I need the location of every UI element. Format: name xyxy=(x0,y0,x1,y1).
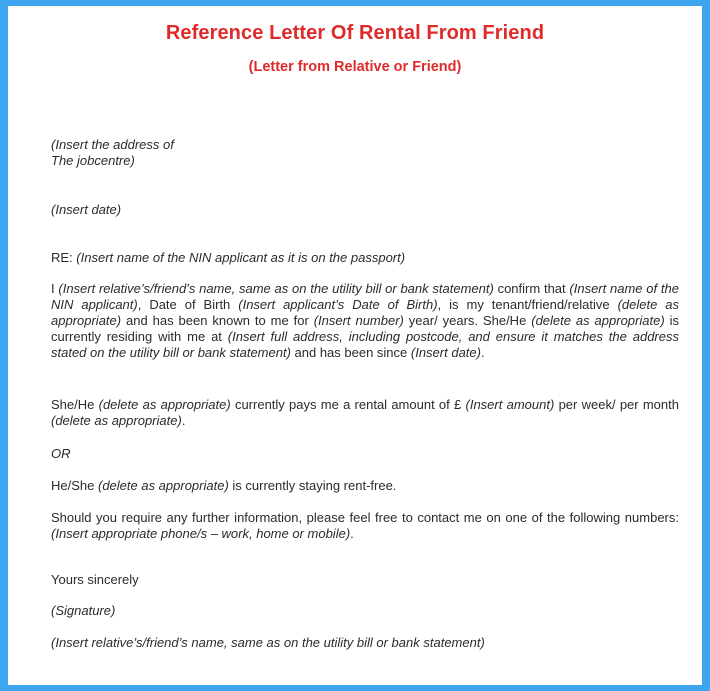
p4-text-1: Should you require any further information, please feel free to contact me on one of the following numbers: xyxy=(51,510,679,525)
p2-placeholder-2: (Insert amount) xyxy=(465,397,555,412)
p1-placeholder-5: (Insert number) xyxy=(313,313,404,328)
letter-subtitle: (Letter from Relative or Friend) xyxy=(248,59,462,75)
date-placeholder: (Insert date) xyxy=(51,202,122,217)
p2-text-3: per week/ per month xyxy=(554,397,679,412)
paragraph-4 xyxy=(51,510,679,542)
p2-text-2: currently pays me a rental amount of £ xyxy=(230,397,466,412)
closing-text: Yours sincerely xyxy=(51,572,139,587)
p1-placeholder-4: (delete as appropriate) xyxy=(51,297,680,328)
address-line-2: The jobcentre) xyxy=(51,153,135,168)
or-line xyxy=(51,446,679,462)
p1-placeholder-3: (Insert applicant’s Date of Birth) xyxy=(238,297,438,312)
p1-text-4: , is my tenant/friend/relative xyxy=(437,297,618,312)
p2-placeholder-3: (delete as appropriate) xyxy=(51,413,182,428)
paragraph-2 xyxy=(51,397,679,429)
signer-name-line xyxy=(51,635,679,651)
p1-text-1: I xyxy=(51,281,59,296)
p4-placeholder-1: (Insert appropriate phone/s – work, home or mobile) xyxy=(51,526,351,541)
date-line xyxy=(51,202,679,218)
re-label: RE: xyxy=(51,250,77,265)
p1-placeholder-1: (Insert relative’s/friend’s name, same as on the utility bill or bank statement) xyxy=(58,281,494,296)
p1-text-2: confirm that xyxy=(493,281,570,296)
closing-line xyxy=(51,572,679,588)
p2-text-1: She/He xyxy=(51,397,99,412)
p1-placeholder-2: (Insert name of the NIN applicant) xyxy=(51,281,679,312)
signature-placeholder: (Signature) xyxy=(51,603,116,618)
letter-title: Reference Letter Of Rental From Friend xyxy=(165,22,545,44)
p2-text-4: . xyxy=(181,413,186,428)
re-line xyxy=(51,250,679,266)
or-text: OR xyxy=(51,446,71,461)
paragraph-1 xyxy=(51,281,679,361)
p1-placeholder-7: (Insert full address, including postcode, and ensure it matches the address stated on the utility bill or bank statement) xyxy=(51,329,679,360)
p1-text-7: is currently residing with me at xyxy=(51,313,679,344)
p3-text-2: is currently staying rent-free. xyxy=(228,478,397,493)
p1-placeholder-8: (Insert date) xyxy=(410,345,481,360)
address-line-1: (Insert the address of xyxy=(51,137,174,152)
p1-text-9: . xyxy=(480,345,485,360)
p1-text-5: and has been known to me for xyxy=(121,313,314,328)
signer-name-placeholder: (Insert relative’s/friend’s name, same as on the utility bill or bank statement) xyxy=(51,635,485,650)
re-placeholder: (Insert name of the NIN applicant as it is on the passport) xyxy=(76,250,406,265)
p3-placeholder-1: (delete as appropriate) xyxy=(97,478,229,493)
letter-page xyxy=(8,6,702,685)
p4-text-2: . xyxy=(350,526,354,541)
p1-text-3: , Date of Birth xyxy=(137,297,239,312)
paragraph-3 xyxy=(51,478,679,494)
signature-line xyxy=(51,603,679,619)
p3-text-1: He/She xyxy=(51,478,98,493)
p2-placeholder-1: (delete as appropriate) xyxy=(98,397,231,412)
address-block xyxy=(51,137,679,169)
p1-text-8: and has been since xyxy=(290,345,411,360)
p1-placeholder-6: (delete as appropriate) xyxy=(531,313,665,328)
p1-text-6: year/ years. She/He xyxy=(403,313,532,328)
